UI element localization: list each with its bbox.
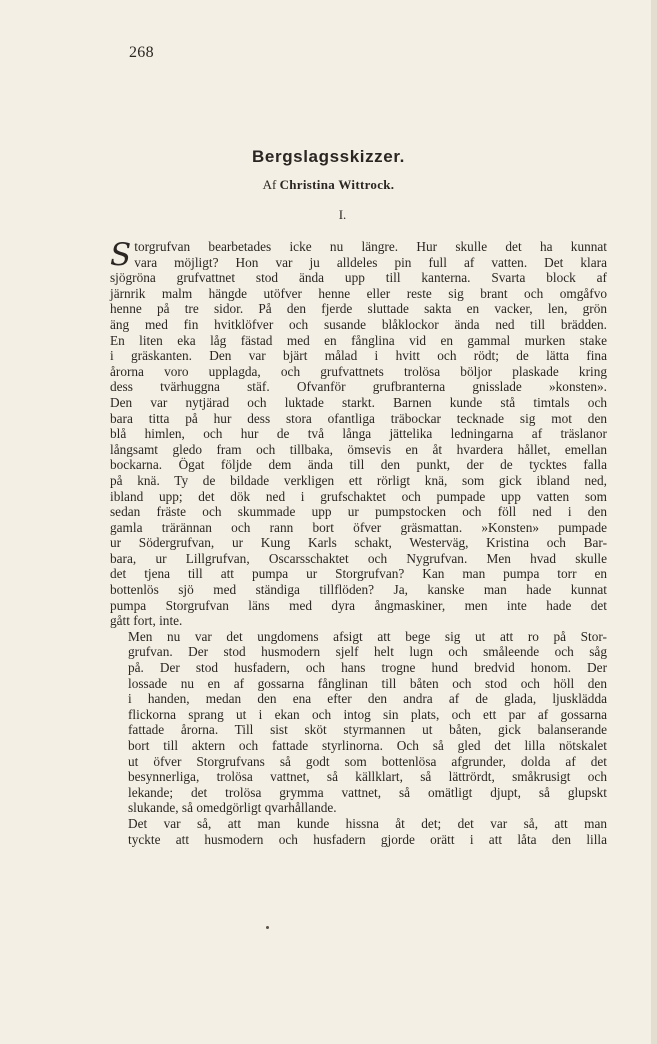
text-line: dess tvärhuggna stäf. Ofvanför grufbranterna gnisslade »konsten». bbox=[110, 379, 607, 395]
text-line: gått fort, inte. bbox=[110, 613, 183, 629]
text-line: bort till aktern och fattade styrlinorna. Och så gled det lilla nötskalet bbox=[128, 738, 607, 753]
text-line: sjögröna grufvattnet stod ända upp till kanterna. Svarta block af bbox=[110, 270, 607, 286]
text-line: långsamt gledo fram och tillbaka, ömsevis en åt hvardera hållet, emellan bbox=[110, 441, 607, 457]
text-line: ur Södergrufvan, ur Kung Karls schakt, Westerväg, Kristina och Bar- bbox=[110, 535, 607, 551]
text-line: Den var nytjärad och luktade starkt. Barnen kunde stå timtals och bbox=[110, 394, 607, 410]
text-line: på knä. Ty de bildade verkligen ett rörligt knä, som gick ibland ned, bbox=[110, 472, 607, 488]
text-line: i handen, medan den ena efter den andra af de glada, ljusklädda bbox=[128, 691, 607, 707]
text-line: äng med fin hvitklöfver och susande blåklockor ända ned till brädden. bbox=[110, 316, 607, 332]
text-line: gamla trärännan och rann bort öfver gräsmattan. »Konsten» pumpade bbox=[110, 519, 607, 535]
text-line: lekande; det trolösa grymma vattnet, så omätligt djupt, så glupskt bbox=[128, 784, 607, 800]
text-line: En liten eka låg fästad med en fånglina vid en gammal murken stake bbox=[110, 332, 607, 348]
text-line: det tjena till att pumpa ur Storgrufvan? Kan man pumpa torr en bbox=[110, 566, 607, 582]
text-line: lossade nu en af gossarna fånglinan till båten och stod och höll den bbox=[128, 675, 607, 691]
text-line: Det var så, att man kunde hissna åt det; det var så, att man bbox=[128, 815, 607, 831]
text-line: järnrik malm hängde utöfver henne eller reste sig brant och omgåfvo bbox=[110, 285, 607, 301]
byline bbox=[0, 177, 657, 193]
page-number: 268 bbox=[129, 44, 154, 61]
drop-cap: S bbox=[110, 237, 132, 273]
author-name: Christina Wittrock. bbox=[279, 177, 395, 192]
text-line: bottenlös sjö med ständiga tillflöden? Ja, kanske man hade kunnat bbox=[110, 582, 607, 598]
text-line: ibland upp; det dök ned i grufschaktet och pumpade upp vatten som bbox=[110, 488, 607, 504]
text-line: besynnerliga, trolösa vattnet, så källklart, så lättrördt, småkrusigt och bbox=[128, 769, 607, 785]
text-line: slukande, så omedgörligt qvarhållande. bbox=[128, 800, 337, 816]
paragraph-1 bbox=[110, 239, 607, 629]
text-line: torgrufvan bearbetades icke nu längre. Hur skulle det ha kunnat bbox=[134, 239, 607, 254]
text-line: bara titta på hur dess stora ofantliga träbockar tecknade sig mot den bbox=[110, 410, 607, 426]
text-line: henne på tre sidor. På den fjerde sluttade sakta en vacker, len, grön bbox=[110, 301, 607, 317]
text-line: bara, ur Lillgrufvan, Oscarsschaktet och Nygrufvan. Men hvad skulle bbox=[110, 550, 607, 566]
text-line: i gräskanten. Den var bjärt målad i hvitt och rödt; de lätta fina bbox=[110, 348, 607, 364]
paragraph-2 bbox=[110, 629, 607, 816]
article-title: Bergslagsskizzer. bbox=[252, 147, 405, 166]
text-line: fattade årorna. Till sist sköt styrmannen ut båten, gick balanserande bbox=[128, 722, 607, 738]
text-line: årorna voro upplagda, och grufvattnets trolösa böljor plaskade kring bbox=[110, 363, 607, 379]
body-text bbox=[110, 239, 607, 847]
text-line: på. Der stod husfadern, och hans trogne hund bredvid honom. Der bbox=[128, 660, 607, 676]
text-line: tyckte att husmodern och husfadern gjorde orätt i att låta den lilla bbox=[128, 831, 607, 847]
section-number: I. bbox=[338, 207, 347, 222]
byline-prefix: Af bbox=[262, 177, 277, 192]
paragraph-3 bbox=[110, 816, 607, 847]
text-line: pumpa Storgrufvan läns med dyra ångmaskiner, men inte hade det bbox=[110, 597, 607, 613]
text-line: bockarna. Ögat följde dem ända till den punkt, der de tycktes falla bbox=[110, 457, 607, 473]
text-line: grufvan. Der stod husmodern sjelf helt lugn och småleende och såg bbox=[128, 644, 607, 660]
text-line: Men nu var det ungdomens afsigt att bege sig ut att ro på Stor- bbox=[128, 628, 607, 644]
text-line: blå himlen, och hur de två långa jättelika ledningarna af träslanor bbox=[110, 426, 607, 442]
ink-speck bbox=[266, 926, 269, 929]
text-line: flickorna sprang ut i ekan och intog sin plats, och ett par af gossarna bbox=[128, 706, 607, 722]
text-line: vara möjligt? Hon var ju alldeles pin full af vatten. Det klara bbox=[134, 254, 607, 270]
text-line: sedan fräste och skummade upp ur pumpstocken och föll ned i den bbox=[110, 504, 607, 520]
text-line: ut öfver Storgrufvans så godt som bottenlösa afgrunder, dolda af det bbox=[128, 753, 607, 769]
